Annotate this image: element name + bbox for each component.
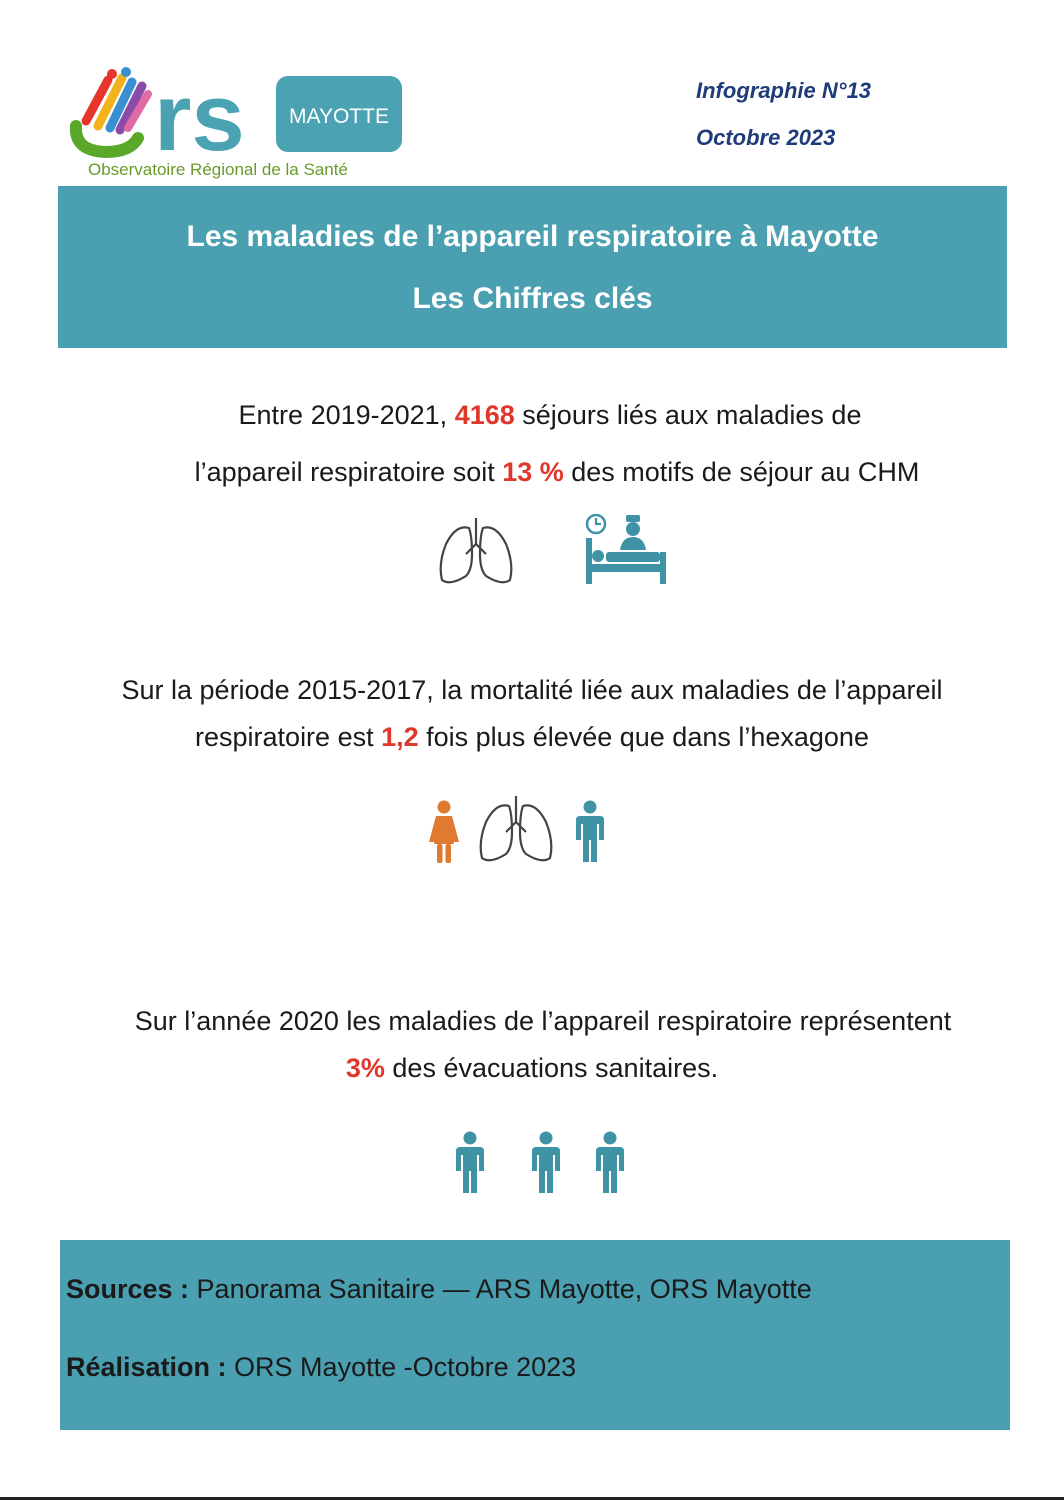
stat1-text: Entre 2019-2021, — [238, 400, 455, 430]
stat2-text: fois plus élevée que dans l’hexagone — [418, 722, 869, 752]
stat-hospital-stays — [40, 402, 1024, 486]
stat1-text: l’appareil respiratoire soit — [194, 457, 503, 487]
title-banner — [58, 186, 1007, 348]
man-icon — [572, 800, 608, 864]
stat3-text: Sur l’année 2020 les maladies de l’appareil respiratoire représentent — [134, 1006, 952, 1036]
sources-value: Panorama Sanitaire — ARS Mayotte, ORS Mayotte — [189, 1274, 812, 1304]
issue-meta — [696, 74, 871, 168]
stat2-value-ratio: 1,2 — [381, 722, 419, 752]
issue-number: Infographie N°13 — [696, 78, 872, 103]
stat3-text: des évacuations sanitaires. — [384, 1053, 719, 1083]
lungs-icon — [436, 514, 516, 586]
sources-label: Sources : — [66, 1274, 190, 1304]
man-icon — [452, 1131, 488, 1195]
stat1-value-stays: 4168 — [454, 400, 515, 430]
man-icon — [592, 1131, 628, 1195]
stat2-text: respiratoire est — [195, 722, 382, 752]
ors-logo — [66, 66, 406, 186]
logo-o-mark — [76, 67, 148, 152]
hospital-bed-icon — [584, 512, 668, 586]
issue-date: Octobre 2023 — [696, 125, 836, 150]
page-subtitle: Les Chiffres clés — [412, 282, 653, 315]
man-icon — [528, 1131, 564, 1195]
credit-value: ORS Mayotte -Octobre 2023 — [226, 1352, 577, 1382]
stat1-text: séjours liés aux maladies de — [514, 400, 862, 430]
stat2-text: Sur la période 2015-2017, la mortalité liée aux maladies de l’appareil — [121, 675, 943, 705]
sources-line — [66, 1274, 812, 1305]
stat1-value-percent: 13 % — [502, 457, 564, 487]
page-title: Les maladies de l’appareil respiratoire à Mayotte — [186, 220, 879, 253]
logo-badge-text: MAYOTTE — [289, 105, 389, 128]
woman-icon — [426, 800, 462, 864]
credit-label: Réalisation : — [66, 1352, 227, 1382]
stat3-value-percent: 3% — [345, 1053, 385, 1083]
stat1-text: des motifs de séjour au CHM — [563, 457, 920, 487]
footer-banner — [60, 1240, 1010, 1430]
logo-graphic — [66, 66, 406, 161]
logo-subtitle: Observatoire Régional de la Santé — [88, 160, 348, 179]
stat-evacuations — [40, 1008, 1024, 1082]
stat-mortality — [40, 677, 1024, 751]
lungs-icon — [476, 792, 556, 864]
logo-letters: rs — [154, 66, 245, 161]
credit-line — [66, 1352, 576, 1383]
